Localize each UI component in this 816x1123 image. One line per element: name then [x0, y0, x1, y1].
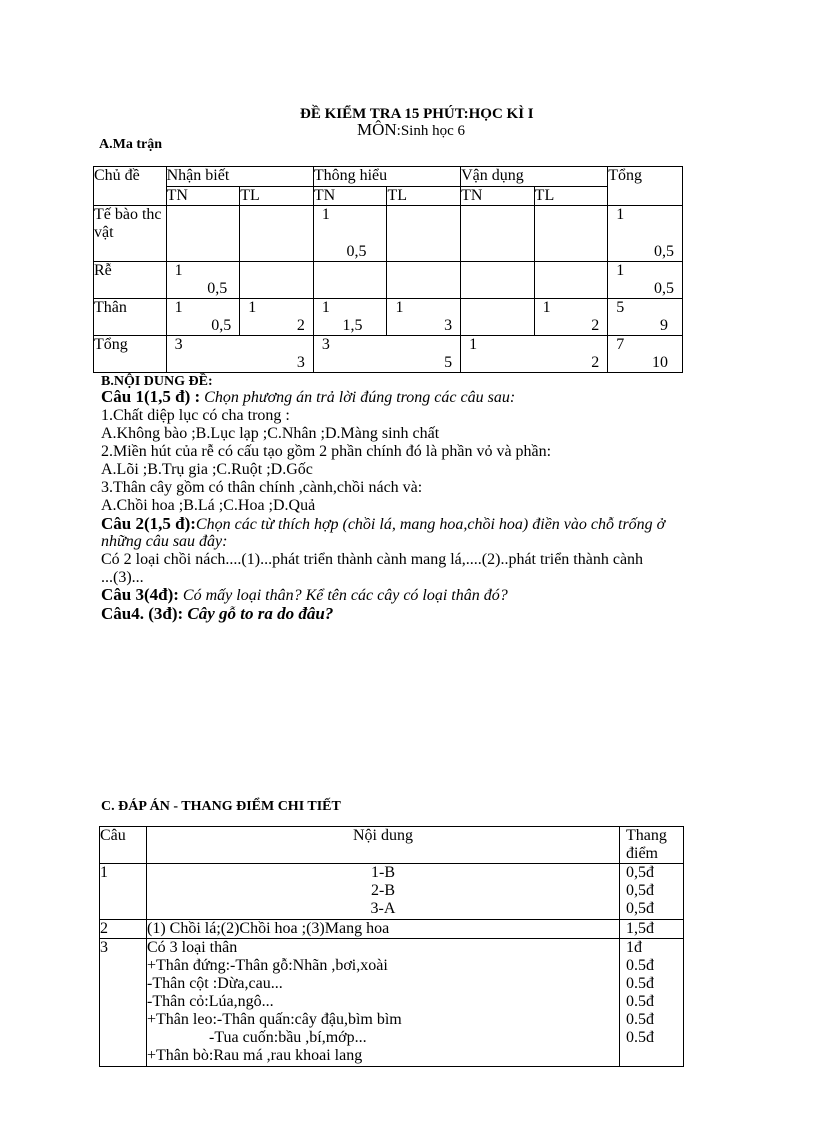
matrix-cell — [387, 262, 461, 299]
matrix-cell: 1 3 — [387, 299, 461, 336]
matrix-header-tl: TL — [534, 187, 608, 206]
answer-header-content: Nội dung — [147, 827, 620, 864]
answer-row-scores: 1,5đ — [620, 920, 684, 939]
matrix-header-understand: Thông hiểu — [313, 167, 460, 187]
subject-value: :Sinh học 6 — [396, 123, 466, 139]
matrix-header-tl: TL — [387, 187, 461, 206]
section-b-heading: B.NỘI DUNG ĐỀ: — [101, 374, 213, 389]
matrix-cell — [461, 262, 535, 299]
matrix-row-topic: Thân — [94, 299, 167, 336]
matrix-cell — [240, 262, 314, 299]
answer-row-number: 2 — [100, 920, 147, 939]
matrix-cell — [240, 206, 314, 262]
matrix-header-total: Tổng — [608, 167, 683, 206]
answer-row-number: 1 — [100, 864, 147, 920]
matrix-cell — [313, 262, 387, 299]
section-a-heading: A.Ma trận — [99, 137, 162, 152]
question-1: Câu 1(1,5 đ) : Chọn phương án trả lời đúng trong các câu sau: — [101, 387, 516, 406]
question-2-body-continued: ...(3)... — [101, 569, 144, 586]
section-c-heading: C. ĐÁP ÁN - THANG ĐIỂM CHI TIẾT — [101, 799, 341, 814]
matrix-row-topic: Rễ — [94, 262, 167, 299]
answer-row-content: 1-B 2-B 3-A — [147, 864, 620, 920]
answer-row-scores: 1đ 0.5đ 0.5đ 0.5đ 0.5đ 0.5đ — [620, 939, 684, 1067]
question-1-item-2: 2.Miền hút của rễ có cấu tạo gồm 2 phần chính đó là phần vỏ và phần: — [101, 443, 552, 460]
question-1-item-3: 3.Thân cây gồm có thân chính ,cành,chồi nách và: — [101, 479, 423, 496]
matrix-total-recognize: 3 3 — [166, 336, 313, 373]
answer-row-scores: 0,5đ 0,5đ 0,5đ — [620, 864, 684, 920]
question-1-item-3-options: A.Chồi hoa ;B.Lá ;C.Hoa ;D.Quả — [101, 497, 316, 514]
matrix-cell: 1 2 — [240, 299, 314, 336]
matrix-header-tl: TL — [240, 187, 314, 206]
matrix-cell: 5 9 — [608, 299, 683, 336]
matrix-table — [93, 166, 683, 373]
matrix-cell: 1 2 — [534, 299, 608, 336]
matrix-cell: 1 0,5 — [166, 262, 240, 299]
answer-row-number: 3 — [100, 939, 147, 1067]
page-title: ĐỀ KIỂM TRA 15 PHÚT:HỌC KÌ I — [300, 106, 534, 122]
matrix-header-tn: TN — [166, 187, 240, 206]
question-2-continued: những câu sau đây: — [101, 533, 228, 550]
matrix-cell: 1 0,5 — [608, 262, 683, 299]
subject-label: MÔN — [357, 120, 397, 139]
matrix-row-topic: Tế bào thc vật — [94, 206, 167, 262]
matrix-total-understand: 3 5 — [313, 336, 460, 373]
answer-table — [99, 826, 684, 1067]
question-4: Câu4. (3đ): Cây gỗ to ra do đâu? — [101, 604, 334, 623]
subject-line — [357, 120, 465, 140]
answer-header-cau: Câu — [100, 827, 147, 864]
question-2: Câu 2(1,5 đ):Chọn các từ thích hợp (chồi lá, mang hoa,chồi hoa) điền vào chỗ trống ở — [101, 514, 666, 533]
matrix-cell — [166, 206, 240, 262]
question-2-body: Có 2 loại chồi nách....(1)...phát triển thành cành mang lá,....(2)..phát triển thành cành — [101, 551, 644, 568]
question-1-item-2-options: A.Lõi ;B.Trụ gia ;C.Ruột ;D.Gốc — [101, 461, 313, 478]
matrix-cell: 1 0,5 — [313, 206, 387, 262]
matrix-header-tn: TN — [461, 187, 535, 206]
matrix-total-total: 7 10 — [608, 336, 683, 373]
matrix-header-apply: Vận dụng — [461, 167, 608, 187]
answer-row-content: Có 3 loại thân +Thân đứng:-Thân gỗ:Nhãn ,bơi,xoài -Thân cột :Dừa,cau... -Thân cỏ:Lúa,ngô... +Thân leo:-Thân quấn:cây đậu,bìm bìm -Tua cuốn:bầu ,bí,mớp... +Thân bò:Rau má ,rau khoai lang — [147, 939, 620, 1067]
matrix-total-apply: 1 2 — [461, 336, 608, 373]
matrix-header-recognize: Nhận biết — [166, 167, 313, 187]
matrix-cell — [534, 262, 608, 299]
question-3: Câu 3(4đ): Có mấy loại thân? Kể tên các cây có loại thân đó? — [101, 585, 508, 604]
matrix-cell: 1 0,5 — [166, 299, 240, 336]
matrix-cell: 1 1,5 — [313, 299, 387, 336]
matrix-header-topic: Chủ đề — [94, 167, 167, 206]
answer-header-score: Thang điểm — [620, 827, 684, 864]
matrix-cell — [461, 206, 535, 262]
matrix-cell — [461, 299, 535, 336]
matrix-header-tn: TN — [313, 187, 387, 206]
answer-row-content: (1) Chồi lá;(2)Chồi hoa ;(3)Mang hoa — [147, 920, 620, 939]
question-1-item-1: 1.Chất diệp lục có cha trong : — [101, 407, 290, 424]
matrix-cell: 1 0,5 — [608, 206, 683, 262]
question-1-item-1-options: A.Không bào ;B.Lục lạp ;C.Nhân ;D.Màng sinh chất — [101, 425, 440, 442]
matrix-cell — [534, 206, 608, 262]
matrix-cell — [387, 206, 461, 262]
matrix-total-label: Tổng — [94, 336, 167, 373]
